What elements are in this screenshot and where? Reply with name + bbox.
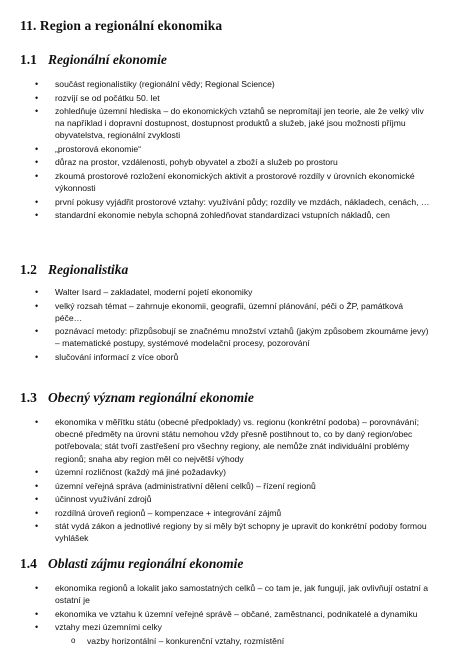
bullet-list	[0, 582, 456, 647]
list-item: • standardní ekonomie nebyla schopná zohledňovat standardizaci vstupních nákladů, cen	[0, 209, 456, 221]
section-heading	[0, 262, 456, 282]
section-number: 1.3	[20, 390, 37, 405]
section-1-1	[0, 52, 456, 223]
section-title: Regionalistika	[48, 262, 129, 277]
section-title: Oblasti zájmu regionální ekonomie	[48, 556, 244, 571]
list-item: • ekonomika regionů a lokalit jako samostatných celků – co tam je, jak fungují, jak ovlivňují ostatní a ostatní je	[0, 582, 456, 606]
list-item: • ekonomika v měřítku státu (obecné předpoklady) vs. regionu (konkrétní podoba) – porovnávání; obecné předměty na úrovni státu nemohou vždy přesně postihnout to, co by daný region/obec potřebovala; stát tvoří zastřešení pro všechny regiony, ale nemůže znát individuální problémy regionů; snaha aby region měl co největší výhody	[0, 416, 456, 465]
section-1-2	[0, 262, 456, 364]
list-item: • zohledňuje územní hlediska – do ekonomických vztahů se nepromítají jen teorie, ale že velký vliv na například i dopravní dostupnost, dostupnost produktů a služeb, jaké jsou možnosti příjmu obyvatelstva, regionální zvyklosti	[0, 105, 456, 142]
list-item: • poznávací metody: přizpůsobují se značnému množství vztahů (jakým způsobem zkoumáme jevy) – matematické postupy, systémové modelační procesy, pozorování	[0, 325, 456, 349]
list-item: • ekonomika ve vztahu k územní veřejné správě – občané, zaměstnanci, podnikatelé a dynamiku	[0, 608, 456, 620]
list-item: • zkoumá prostorové rozložení ekonomických aktivit a prostorové rozdíly v úrovních ekonomické výkonnosti	[0, 170, 456, 194]
section-1-3	[0, 390, 456, 546]
list-item: • stát vydá zákon a jednotlivé regiony by si měly být schopny je upravit do konkrétní podoby formou vyhlášek	[0, 520, 456, 544]
section-number: 1.2	[20, 262, 37, 277]
list-item: • velký rozsah témat – zahrnuje ekonomii, geografii, územní plánování, péči o ŽP, památková péče…	[0, 300, 456, 324]
list-item: • Walter Isard – zakladatel, moderní pojetí ekonomiky	[0, 286, 456, 298]
list-item: • „prostorová ekonomie“	[0, 143, 456, 155]
bullet-list	[0, 78, 456, 221]
list-item: • důraz na prostor, vzdálenosti, pohyb obyvatel a zboží a služeb po prostoru	[0, 156, 456, 168]
section-heading	[0, 556, 456, 576]
list-item: • územní veřejná správa (administrativní dělení celků) – řízení regionů	[0, 480, 456, 492]
list-item: • součást regionalistiky (regionální vědy; Regional Science)	[0, 78, 456, 90]
section-1-4	[0, 556, 456, 648]
list-item: • první pokusy vyjádřit prostorové vztahy: využívání půdy; rozdíly ve mzdách, nákladech, cenách, …	[0, 196, 456, 208]
bullet-list	[0, 416, 456, 545]
section-heading	[0, 390, 456, 410]
section-heading	[0, 52, 456, 72]
list-item: • vztahy mezi územními celky	[0, 621, 456, 633]
page-title: 11. Region a regionální ekonomika	[20, 18, 223, 33]
list-item: • účinnost využívání zdrojů	[0, 493, 456, 505]
section-number: 1.4	[20, 556, 37, 571]
section-number: 1.1	[20, 52, 37, 67]
list-item: • rozdílná úroveň regionů – kompenzace + integrování zájmů	[0, 507, 456, 519]
section-title: Regionální ekonomie	[48, 52, 167, 67]
list-item: • rozvíjí se od počátku 50. let	[0, 92, 456, 104]
section-title: Obecný význam regionální ekonomie	[48, 390, 254, 405]
bullet-list	[0, 286, 456, 363]
list-item: • slučování informací z více oborů	[0, 351, 456, 363]
sub-list-item: o vazby horizontální – konkurenční vztahy, rozmístění	[0, 635, 456, 647]
list-item: • územní rozličnost (každý má jiné požadavky)	[0, 466, 456, 478]
